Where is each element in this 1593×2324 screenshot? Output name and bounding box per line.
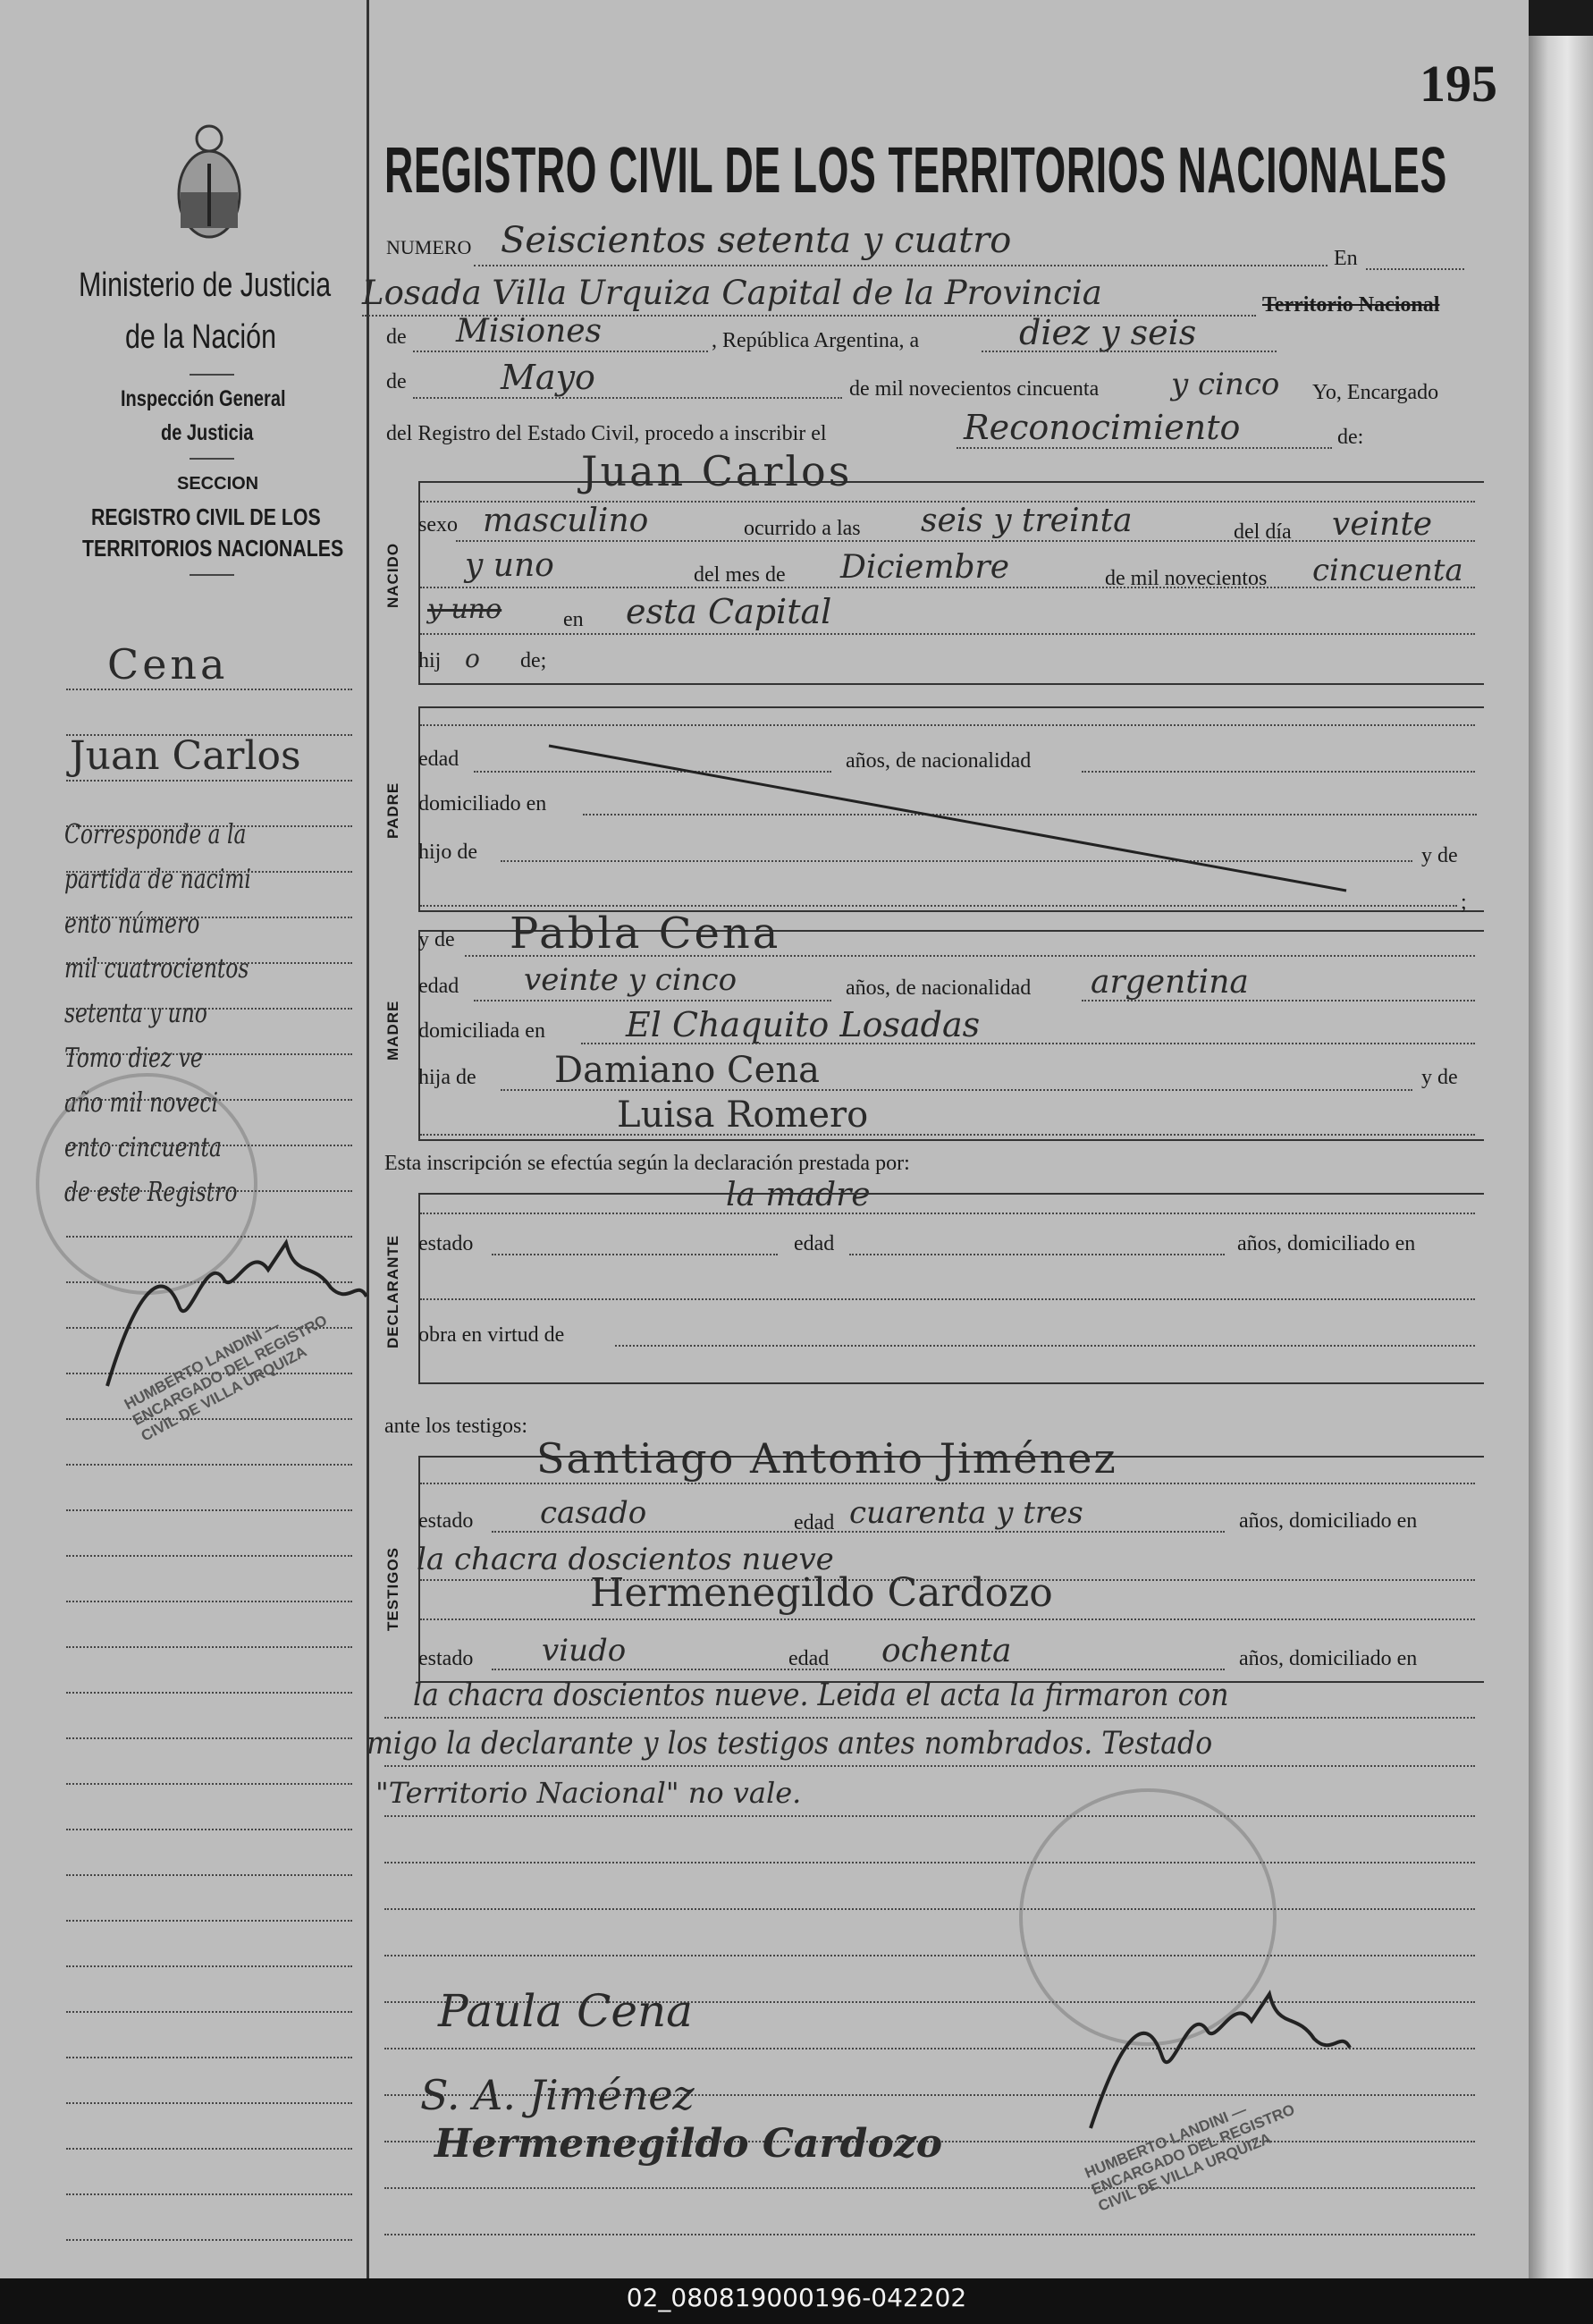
- ministry-title: Ministerio de Justicia: [79, 266, 332, 304]
- line: [420, 1618, 1475, 1620]
- year-birth-value-cont: y uno: [427, 594, 502, 625]
- declarante-edad-label: edad: [794, 1232, 835, 1255]
- margin-line: [66, 2057, 352, 2058]
- cancel-stroke: [545, 742, 1350, 894]
- image-caption: 02_080819000196-042202: [626, 2283, 967, 2312]
- margin-line: [66, 1053, 352, 1055]
- margin-note-line: partida de nacimi: [64, 864, 251, 895]
- margin-line: [66, 2239, 352, 2241]
- registro-label: del Registro del Estado Civil, procedo a inscribir el: [386, 422, 827, 445]
- closing-line-1: la chacra doscientos nueve. Leida el acta la firmaron con: [413, 1678, 1229, 1713]
- mother-nationality: argentina: [1091, 964, 1249, 1001]
- closing-line-2: migo la declarante y los testigos antes nombrados. Testado: [367, 1726, 1213, 1762]
- padre-domicilio-label: domiciliado en: [418, 792, 547, 816]
- padre-edad-label: edad: [418, 748, 459, 771]
- child-name: Juan Carlos: [581, 447, 853, 495]
- margin-line: [66, 1783, 352, 1785]
- line: [849, 1254, 1225, 1255]
- margin-line: [66, 1920, 352, 1922]
- witness1-name: Santiago Antonio Jiménez: [536, 1434, 1117, 1483]
- declarante-anos-label: años, domiciliado en: [1237, 1232, 1416, 1255]
- closing-line-3: "Territorio Nacional" no vale.: [375, 1776, 802, 1810]
- encargado-label: Yo, Encargado: [1312, 381, 1439, 404]
- line: [1366, 268, 1464, 270]
- signature-witness1: S. A. Jiménez: [420, 2071, 695, 2119]
- witness2-estado: viudo: [542, 1633, 627, 1669]
- declarante-section: [418, 1193, 1484, 1384]
- margin-line: [66, 1829, 352, 1830]
- mil-label: de mil novecientos: [1105, 567, 1268, 590]
- margin-line: [66, 1646, 352, 1648]
- margin-surname: Cena: [107, 640, 229, 689]
- margin-line: [66, 2011, 352, 2013]
- margin-line: [66, 1555, 352, 1557]
- madre-side-label: MADRE: [384, 1000, 401, 1061]
- de-label: de: [386, 325, 407, 349]
- line: [420, 1134, 1475, 1136]
- sexo-label: sexo: [418, 513, 458, 537]
- margin-note-line: Tomo diez ve: [64, 1043, 203, 1074]
- margin-note-line: ento cincuenta: [64, 1132, 222, 1163]
- witness2-name: Hermenegildo Cardozo: [590, 1570, 1053, 1616]
- section-label: SECCION: [177, 474, 259, 494]
- inspection-subtitle: de Justicia: [161, 420, 254, 445]
- numero-value: Seiscientos setenta y cuatro: [501, 220, 1012, 261]
- province-value: Misiones: [456, 313, 603, 350]
- line: [420, 633, 1475, 635]
- line: [492, 1531, 1225, 1533]
- obra-label: obra en virtud de: [418, 1323, 565, 1347]
- year-label: de mil novecientos cincuenta: [849, 377, 1100, 401]
- mother-mother: Luisa Romero: [617, 1094, 869, 1136]
- margin-line: [66, 962, 352, 964]
- margin-line: [66, 1965, 352, 1967]
- madre-hija-label: hija de: [418, 1066, 476, 1089]
- line: [957, 447, 1332, 449]
- witness2-anos-label: años, domiciliado en: [1239, 1647, 1418, 1670]
- margin-note-line: mil cuatrocientos: [64, 953, 249, 985]
- officer-signature-left: [80, 1225, 375, 1404]
- line: [615, 1345, 1475, 1347]
- hijo-de-label: de;: [520, 649, 547, 672]
- witness1-edad-label: edad: [794, 1511, 835, 1534]
- witness1-address: la chacra doscientos nueve: [417, 1542, 834, 1577]
- margin-line: [66, 2193, 352, 2195]
- line: [413, 397, 842, 399]
- act-value: Reconocimiento: [964, 408, 1241, 447]
- padre-side-label: PADRE: [384, 782, 401, 839]
- day-birth-value: veinte: [1332, 506, 1433, 543]
- section-name: REGISTRO CIVIL DE LOS: [91, 503, 321, 530]
- territorio-label: Territorio Nacional: [1262, 293, 1440, 317]
- padre-anos-label: años, de nacionalidad: [846, 749, 1032, 773]
- line: [492, 1254, 778, 1255]
- inspection-title: Inspección General: [121, 386, 286, 411]
- margin-note-line: setenta y uno: [64, 998, 207, 1029]
- signature-mother: Paula Cena: [438, 1985, 693, 2037]
- line: [982, 351, 1277, 352]
- de-label: de: [386, 370, 407, 393]
- testigos-label: ante los testigos:: [384, 1415, 527, 1438]
- margin-given-names: Juan Carlos: [70, 733, 301, 779]
- line: [420, 587, 1475, 588]
- line: [492, 1669, 1225, 1670]
- inscripcion-label: Esta inscripción se efectúa según la declaración prestada por:: [384, 1152, 910, 1175]
- en-label: en: [563, 608, 584, 631]
- madre-anos-label: años, de nacionalidad: [846, 976, 1032, 1000]
- day-value: diez y seis: [1019, 313, 1197, 352]
- madre-y-de-label: y de: [418, 928, 455, 951]
- dia-label: del día: [1234, 520, 1292, 544]
- margin-line: [66, 1874, 352, 1876]
- margin-line: [66, 780, 352, 782]
- line: [384, 1765, 1475, 1767]
- month-value: Mayo: [501, 358, 595, 397]
- signature-witness2: Hermenegildo Cardozo: [434, 2121, 943, 2167]
- ruled-line: [384, 2187, 1475, 2189]
- margin-note-line: Corresponde a la: [64, 819, 247, 850]
- location-value: Losada Villa Urquiza Capital de la Provincia: [362, 274, 1102, 312]
- ruled-line: [384, 1815, 1475, 1817]
- line: [384, 1717, 1475, 1719]
- witness2-edad-label: edad: [788, 1647, 830, 1670]
- sexo-value: masculino: [483, 503, 649, 539]
- line: [581, 1043, 1475, 1044]
- officer-signature-right: [1055, 1967, 1359, 2146]
- margin-line: [66, 689, 352, 690]
- rule: [190, 574, 234, 576]
- republica-label: , República Argentina, a: [712, 329, 920, 352]
- madre-domicilio-label: domiciliada en: [418, 1019, 545, 1043]
- rule: [190, 374, 234, 376]
- officer-stamp-left: HUMBERTO LANDINI — ENCARGADO DEL REGISTRO CIVIL DE VILLA URQUIZA: [121, 1311, 331, 1445]
- margin-line: [66, 1601, 352, 1602]
- padre-hijo-label: hijo de: [418, 841, 477, 864]
- margin-line: [66, 871, 352, 873]
- margin-note-line: de este Registro: [64, 1177, 238, 1208]
- margin-line: [66, 2148, 352, 2150]
- margin-note-line: ento número: [64, 908, 200, 940]
- book-spine: [1529, 36, 1593, 2278]
- margin-line: [66, 917, 352, 918]
- year-value: y cinco: [1171, 367, 1280, 402]
- hijo-value: o: [465, 644, 480, 673]
- margin-line: [66, 1008, 352, 1010]
- line: [474, 265, 1328, 266]
- declarante-estado-label: estado: [418, 1232, 474, 1255]
- witness2-estado-label: estado: [418, 1647, 474, 1670]
- ruled-line: [384, 1955, 1475, 1956]
- line: [420, 1213, 1475, 1214]
- madre-edad-label: edad: [418, 975, 459, 998]
- line: [465, 955, 1475, 957]
- margin-line: [66, 1737, 352, 1739]
- mother-address: El Chaquito Losadas: [626, 1005, 981, 1044]
- margin-line: [66, 1418, 352, 1420]
- place-birth-value: esta Capital: [626, 592, 832, 631]
- witness1-anos-label: años, domiciliado en: [1239, 1509, 1418, 1533]
- month-birth-value: Diciembre: [840, 549, 1010, 586]
- column-divider: [367, 0, 369, 2278]
- witness1-estado-label: estado: [418, 1509, 474, 1533]
- de-colon-label: de:: [1337, 426, 1364, 449]
- nation-title: de la Nación: [125, 318, 276, 356]
- line: [420, 1298, 1475, 1300]
- ruled-line: [384, 1862, 1475, 1863]
- margin-line: [66, 1464, 352, 1466]
- rule: [190, 458, 234, 460]
- margin-line: [66, 825, 352, 827]
- padre-y-de-label: y de: [1421, 844, 1458, 867]
- day-birth-value-cont: y uno: [465, 547, 554, 584]
- declarante-side-label: DECLARANTE: [384, 1234, 401, 1348]
- ocurrido-label: ocurrido a las: [744, 517, 861, 540]
- margin-line: [66, 1509, 352, 1511]
- en-label: En: [1334, 247, 1358, 270]
- mother-age: veinte y cinco: [524, 962, 738, 998]
- mother-father: Damiano Cena: [554, 1050, 820, 1091]
- margin-line: [66, 734, 352, 736]
- madre-y-de-label: y de: [1421, 1066, 1458, 1089]
- testigos-side-label: TESTIGOS: [384, 1547, 401, 1631]
- page-number: 195: [1420, 55, 1497, 113]
- line: [1082, 1000, 1475, 1001]
- margin-line: [66, 2102, 352, 2104]
- line: [501, 1089, 1412, 1091]
- line: [456, 540, 1475, 542]
- margin-note-line: año mil noveci: [64, 1087, 218, 1119]
- hijo-label: hij: [418, 649, 442, 672]
- semicolon: ;: [1461, 891, 1467, 914]
- line: [474, 1000, 831, 1001]
- witness1-estado: casado: [540, 1495, 647, 1531]
- line: [420, 1483, 1475, 1484]
- ruled-line: [384, 2234, 1475, 2235]
- margin-line: [66, 1692, 352, 1694]
- mother-name: Pabla Cena: [510, 908, 781, 959]
- line: [413, 351, 708, 352]
- ruled-line: [384, 1908, 1475, 1910]
- hour-value: seis y treinta: [921, 503, 1133, 539]
- witness1-edad: cuarenta y tres: [849, 1495, 1083, 1531]
- line: [420, 905, 1457, 907]
- year-birth-value: cincuenta: [1312, 553, 1463, 588]
- numero-label: NUMERO: [386, 236, 472, 258]
- line: [420, 724, 1475, 726]
- nacido-side-label: NACIDO: [384, 542, 401, 608]
- section-name: TERRITORIOS NACIONALES: [82, 535, 344, 562]
- document-title: REGISTRO CIVIL DE LOS TERRITORIOS NACIONALES: [384, 135, 1447, 207]
- mes-label: del mes de: [694, 563, 786, 587]
- witness2-edad: ochenta: [881, 1633, 1012, 1669]
- declarant-value: la madre: [726, 1177, 871, 1213]
- officer-stamp-right: HUMBERTO LANDINI — ENCARGADO DEL REGISTRO CIVIL DE VILLA URQUIZA: [1082, 2100, 1298, 2215]
- coat-of-arms-icon: [168, 121, 250, 246]
